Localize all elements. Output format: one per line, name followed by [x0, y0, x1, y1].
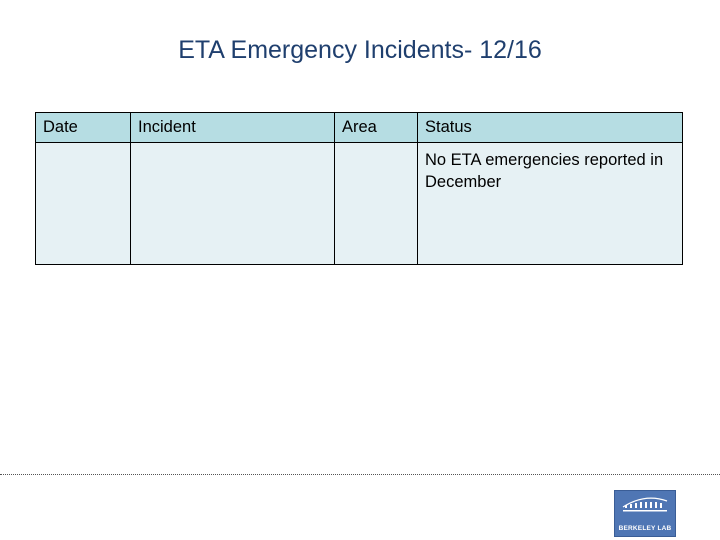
column-header-status: Status: [418, 113, 683, 143]
page-title: ETA Emergency Incidents- 12/16: [178, 36, 542, 64]
cell-date: [36, 143, 131, 265]
table-row: [36, 143, 683, 265]
lab-building-icon: [615, 491, 675, 521]
cell-incident: [131, 143, 335, 265]
footer-divider: [0, 474, 720, 475]
column-header-incident: Incident: [131, 113, 335, 143]
column-header-date: Date: [36, 113, 131, 143]
cell-area: [335, 143, 418, 265]
incidents-table: [35, 112, 683, 265]
logo-text: BERKELEY LAB: [618, 525, 672, 532]
cell-status: No ETA emergencies reported in December: [418, 143, 683, 265]
berkeley-lab-logo: [614, 490, 676, 537]
table-header-row: [36, 113, 683, 143]
column-header-area: Area: [335, 113, 418, 143]
